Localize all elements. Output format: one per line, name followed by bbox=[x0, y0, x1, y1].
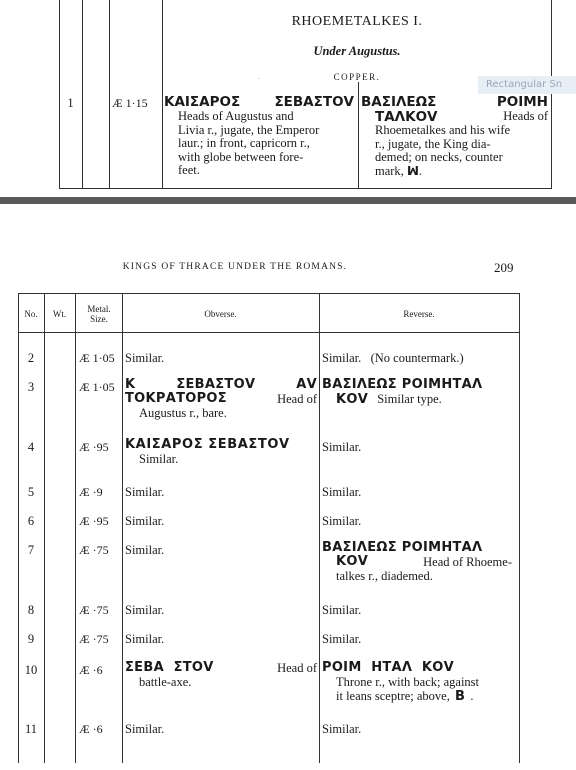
reverse-legend: ΚΟV bbox=[336, 392, 369, 407]
obverse-line: Augustus r., bare. bbox=[139, 406, 227, 420]
obverse-legend: Κ bbox=[125, 377, 136, 392]
obverse-legend: ΑV bbox=[296, 377, 317, 392]
ruler-title: RHOEMETALKES I. bbox=[291, 14, 423, 29]
obverse-line: laur.; in front, capricorn r., bbox=[178, 136, 310, 150]
obverse-legend: ΣΕΒΑΣΤΟV bbox=[274, 94, 354, 110]
column-header-reverse: Reverse. bbox=[403, 309, 435, 319]
reverse-text: Similar. bbox=[322, 485, 362, 499]
metal-size: Æ ·9 bbox=[79, 485, 103, 499]
column-rule bbox=[358, 82, 359, 188]
obverse-line: Heads of Augustus and bbox=[178, 109, 294, 123]
column-rule bbox=[82, 0, 83, 188]
entry-number: 1 bbox=[67, 96, 74, 110]
reverse-legend: ΚΟV bbox=[336, 554, 369, 569]
reverse-text: Similar. bbox=[322, 722, 362, 736]
column-rule bbox=[75, 293, 76, 763]
obverse-line: Livia r., jugate, the Emperor bbox=[178, 122, 320, 137]
page-number: 209 bbox=[494, 260, 514, 275]
obverse-line: Similar. bbox=[139, 452, 179, 466]
reverse-legend: ΤΑΛΚΟV bbox=[375, 109, 438, 125]
obverse-legend: ΚΑΙΣΑΡΟΣ ΣΕΒΑΣΤΟV bbox=[125, 437, 290, 452]
metal-size: Æ 1·05 bbox=[79, 380, 115, 394]
reverse-line: Heads of bbox=[503, 109, 548, 123]
previous-page-fragment bbox=[0, 0, 576, 197]
reverse-line-text: mark, bbox=[375, 163, 404, 178]
column-header-no: No. bbox=[24, 309, 38, 319]
obverse-text: Similar. bbox=[125, 603, 165, 617]
reverse-legend: ΒΑΣΙΛΕΩΣ ΡΟΙΜΗΤΑΛ bbox=[322, 540, 483, 555]
selection-tooltip: Rectangular Sn bbox=[478, 76, 576, 94]
monogram-letter: Β bbox=[454, 689, 466, 704]
column-header-obverse: Obverse. bbox=[204, 309, 237, 319]
obverse-text bbox=[125, 378, 317, 420]
reverse-line: r., jugate, the King dia- bbox=[375, 136, 491, 151]
obverse-line: Head of bbox=[277, 392, 317, 406]
metal-size: Æ 1·05 bbox=[79, 351, 115, 365]
page-209 bbox=[0, 204, 576, 770]
metal-size: Æ ·75 bbox=[79, 632, 109, 646]
obverse-line: with globe between fore- bbox=[178, 149, 304, 164]
column-rule bbox=[319, 293, 320, 763]
obverse-description bbox=[164, 94, 354, 178]
row-number: 9 bbox=[27, 632, 35, 646]
reverse-text: Similar. bbox=[322, 514, 362, 528]
obverse-legend: ΤΟΚΡΑΤΟΡΟΣ bbox=[125, 391, 227, 406]
column-rule bbox=[109, 0, 110, 188]
reverse-line: Throne r., with back; against bbox=[336, 675, 480, 689]
reign-subtitle: Under Augustus. bbox=[313, 44, 401, 58]
reverse-text bbox=[322, 661, 512, 704]
row-number: 8 bbox=[27, 603, 35, 617]
reverse-line bbox=[322, 689, 512, 704]
reverse-line-end: . bbox=[418, 163, 423, 178]
row-number: 2 bbox=[27, 351, 35, 365]
reverse-line: talkes r., diademed. bbox=[336, 569, 433, 583]
metal-size: Æ ·75 bbox=[79, 603, 109, 617]
header-bottom-rule bbox=[18, 332, 520, 333]
table-bottom-rule bbox=[59, 188, 552, 189]
column-rule bbox=[519, 293, 520, 763]
obverse-legend: ΣΕΒΑ ΣΤΟV bbox=[125, 660, 214, 675]
obverse-line: Head of bbox=[277, 661, 317, 675]
reverse-line: Head of Rhoeme- bbox=[423, 555, 512, 569]
reverse-line-text: it leans sceptre; above, bbox=[336, 689, 450, 703]
reverse-text: Similar. bbox=[322, 603, 362, 617]
column-header-wt: Wt. bbox=[52, 309, 67, 319]
column-rule bbox=[44, 293, 45, 763]
reverse-text bbox=[322, 541, 512, 583]
reverse-text: Similar. bbox=[322, 632, 362, 646]
section-heading: COPPER. bbox=[333, 72, 381, 82]
countermark-symbol: ꟽ bbox=[406, 163, 419, 178]
row-number: 10 bbox=[24, 663, 38, 677]
reverse-text: Similar. (No countermark.) bbox=[322, 351, 464, 365]
reverse-legend: ΡΟΙΜ ΗΤΑΛ ΚΟV bbox=[322, 660, 455, 675]
row-number: 6 bbox=[27, 514, 35, 528]
obverse-legend: ΚΑΙΣΑΡΟΣ bbox=[164, 94, 241, 110]
reverse-legend: ΒΑΣΙΛΕΩΣ bbox=[361, 94, 437, 110]
row-number: 11 bbox=[24, 722, 38, 736]
page-divider bbox=[0, 197, 576, 204]
row-number: 3 bbox=[27, 380, 35, 394]
column-rule bbox=[122, 293, 123, 763]
reverse-line: Rhoemetalkes and his wife bbox=[375, 123, 511, 137]
obverse-legend: ΣΕΒΑΣΤΟV bbox=[176, 377, 256, 392]
metal-size: Æ ·95 bbox=[79, 514, 109, 528]
reverse-line-end: . bbox=[470, 689, 474, 703]
metal-size: Æ ·6 bbox=[79, 663, 103, 677]
reverse-line: demed; on necks, counter bbox=[375, 150, 503, 164]
obverse-line: battle-axe. bbox=[139, 675, 192, 689]
reverse-legend: ΒΑΣΙΛΕΩΣ ΡΟΙΜΗΤΑΛ bbox=[322, 377, 483, 392]
obverse-text bbox=[125, 661, 317, 689]
running-header: KINGS OF THRACE UNDER THE ROMANS. bbox=[122, 262, 348, 272]
table-top-rule bbox=[18, 293, 520, 294]
row-number: 5 bbox=[27, 485, 35, 499]
reverse-legend: ΡΟΙΜΗ bbox=[496, 94, 548, 110]
column-header-metal-size: Metal. Size. bbox=[87, 304, 111, 324]
metal-size: Æ 1·15 bbox=[112, 96, 148, 110]
metal-size: Æ ·95 bbox=[79, 440, 109, 454]
reverse-line bbox=[361, 165, 548, 179]
reverse-description bbox=[361, 94, 548, 178]
reverse-text bbox=[322, 378, 512, 407]
column-rule bbox=[59, 0, 60, 188]
stray-dot: · bbox=[258, 76, 260, 83]
reverse-text: Similar. bbox=[322, 440, 362, 454]
obverse-text: Similar. bbox=[125, 543, 165, 557]
obverse-text bbox=[125, 438, 317, 466]
metal-size: Æ ·75 bbox=[79, 543, 109, 557]
obverse-text: Similar. bbox=[125, 351, 165, 365]
obverse-line: feet. bbox=[178, 163, 200, 177]
obverse-text: Similar. bbox=[125, 485, 165, 499]
obverse-text: Similar. bbox=[125, 632, 165, 646]
obverse-text: Similar. bbox=[125, 722, 165, 736]
row-number: 4 bbox=[27, 440, 35, 454]
metal-size: Æ ·6 bbox=[79, 722, 103, 736]
obverse-text: Similar. bbox=[125, 514, 165, 528]
reverse-line: Similar type. bbox=[377, 392, 442, 406]
row-number: 7 bbox=[27, 543, 35, 557]
